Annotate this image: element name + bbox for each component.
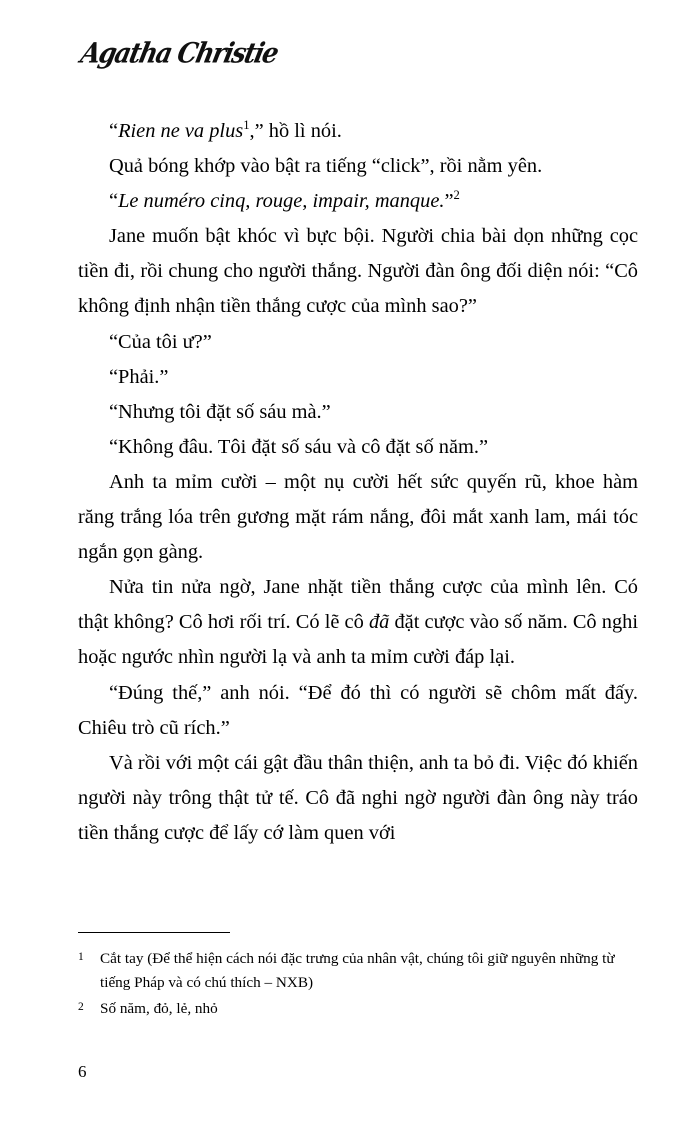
footnote-reference: 2: [453, 188, 460, 203]
footnote-marker: 1: [78, 951, 84, 964]
paragraph: [78, 676, 638, 746]
paragraph: [78, 149, 638, 184]
paragraph: [78, 360, 638, 395]
author-signature: [78, 36, 638, 80]
page-number: 6: [78, 1062, 87, 1081]
text-run: “Đúng thế,” anh nói. “Để đó thì có người sẽ chôm mất đấy. Chiêu trò cũ rích.”: [78, 681, 638, 739]
paragraph: [78, 746, 638, 851]
italic-text: Le numéro cinq, rouge, impair, manque.: [118, 190, 445, 213]
paragraph: [78, 219, 638, 324]
page-body-text: [78, 114, 638, 851]
paragraph: [78, 325, 638, 360]
text-run: Và rồi với một cái gật đầu thân thiện, anh ta bỏ đi. Việc đó khiến người này trông thật tử tế. Cô đã nghi ngờ người đàn ông này tráo tiền thắng cược để lấy cớ làm quen với: [78, 751, 638, 844]
paragraph: [78, 465, 638, 570]
author-signature-text: Agatha Christie: [78, 36, 281, 69]
text-run: “Của tôi ư?”: [109, 330, 212, 353]
footnotes-section: [78, 932, 638, 1022]
footnote-text: Số năm, đỏ, lẻ, nhỏ: [100, 999, 218, 1017]
text-run: “Phải.”: [109, 365, 169, 388]
paragraph: [78, 430, 638, 465]
text-run: “: [109, 190, 119, 213]
paragraph: [78, 395, 638, 430]
text-run: Quả bóng khớp vào bật ra tiếng “click”, rồi nằm yên.: [109, 155, 543, 178]
paragraph: [78, 114, 638, 149]
text-run: “: [109, 120, 119, 142]
footnote-item: [78, 997, 638, 1021]
text-run: ,” hồ lì nói.: [249, 120, 342, 142]
italic-text: Rien ne va plus: [118, 120, 244, 142]
paragraph: [78, 184, 638, 219]
footnote-separator-rule: [78, 932, 230, 933]
text-run: đặt cược vào số năm. Cô nghi hoặc ngước nhìn người lạ và anh ta mỉm cười đáp lại.: [78, 611, 639, 669]
footnote-reference: 1: [243, 118, 250, 133]
text-run: Jane muốn bật khóc vì bực bội. Người chia bài dọn những cọc tiền đi, rồi chung cho người thắng. Người đàn ông đối diện nói: “Cô không định nhận tiền thắng cược của mình sao?”: [78, 225, 638, 318]
footnote-item: [78, 947, 638, 994]
text-run: Anh ta mỉm cười – một nụ cười hết sức quyến rũ, khoe hàm răng trắng lóa trên gương mặt rám nắng, đôi mắt xanh lam, mái tóc ngắn gọn gàng.: [78, 470, 638, 564]
text-run: ”: [444, 190, 454, 213]
paragraph: [78, 570, 638, 675]
italic-text: đã: [368, 611, 390, 634]
text-run: “Không đâu. Tôi đặt số sáu và cô đặt số năm.”: [109, 435, 489, 458]
text-run: Nửa tin nửa ngờ, Jane nhặt tiền thắng cược của mình lên. Có thật không? Cô hơi rối trí. Có lẽ cô: [78, 576, 638, 634]
footnote-marker: 2: [78, 1000, 84, 1013]
footnote-text: Cắt tay (Để thể hiện cách nói đặc trưng của nhân vật, chúng tôi giữ nguyên những từ tiếng Pháp và có chú thích – NXB): [100, 950, 615, 991]
text-run: “Nhưng tôi đặt số sáu mà.”: [109, 400, 331, 423]
